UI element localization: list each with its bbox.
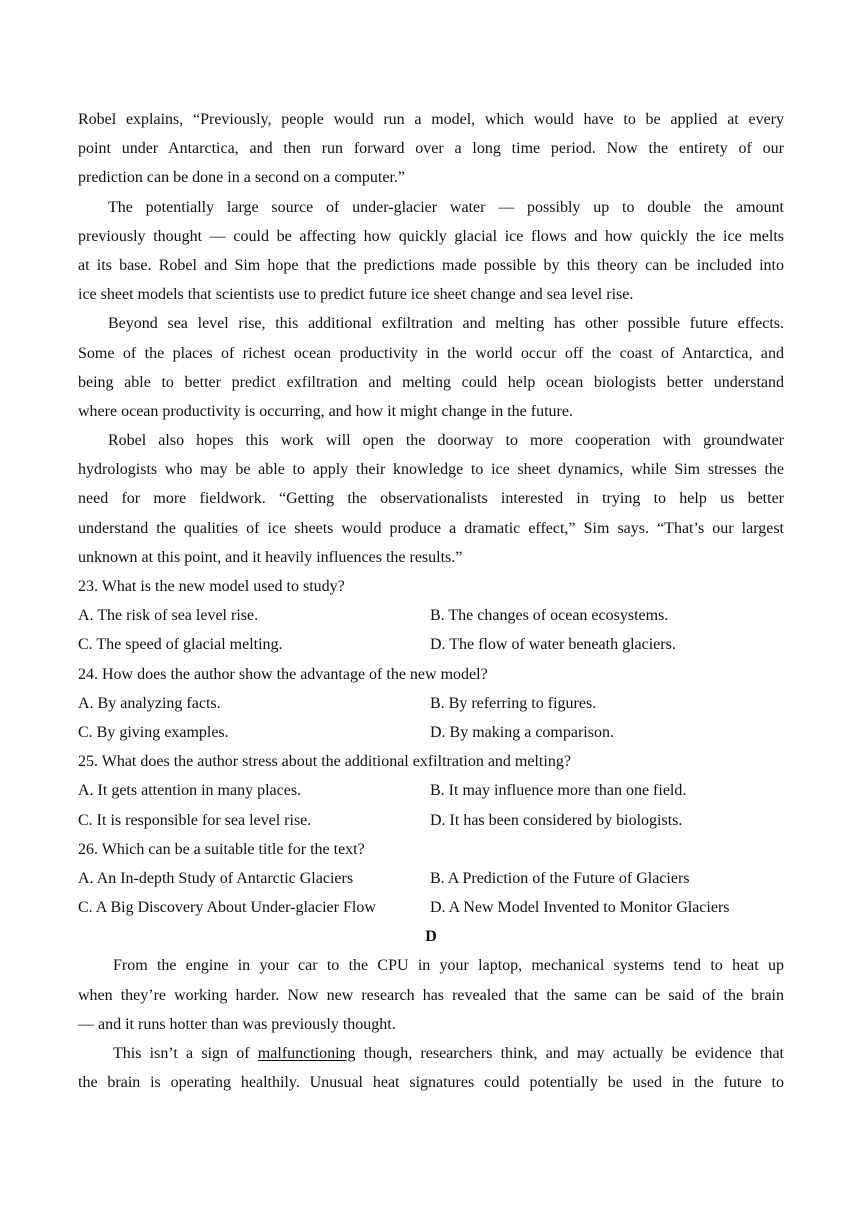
paragraph-line: The potentially large source of under-glacier water — possibly up to double the amount xyxy=(108,198,784,216)
paragraph-line: hydrologists who may be able to apply their knowledge to ice sheet dynamics, while Sim stresses the xyxy=(78,461,784,479)
text-segment: This isn’t a sign of xyxy=(113,1045,258,1062)
paragraph-line xyxy=(78,1039,784,1068)
option-row xyxy=(78,718,784,747)
paragraph-line: previously thought — could be affecting how quickly glacial ice flows and how quickly the ice melts xyxy=(78,227,784,245)
option-c: C. The speed of glacial melting. xyxy=(78,636,283,654)
question-25 xyxy=(78,747,784,835)
option-row xyxy=(78,864,784,893)
paragraph-line: Some of the places of richest ocean productivity in the world occur off the coast of Antarctica, and xyxy=(78,344,784,362)
paragraph-line: Robel also hopes this work will open the doorway to more cooperation with groundwater xyxy=(108,432,784,450)
option-b: B. The changes of ocean ecosystems. xyxy=(430,607,669,625)
option-a: A. It gets attention in many places. xyxy=(78,782,302,800)
paragraph-line: From the engine in your car to the CPU in your laptop, mechanical systems tend to heat up xyxy=(113,957,784,975)
option-row xyxy=(78,893,784,922)
option-a: A. The risk of sea level rise. xyxy=(78,607,259,625)
option-c: C. By giving examples. xyxy=(78,723,229,741)
paragraph-line: at its base. Robel and Sim hope that the predictions made possible by this theory can be included into xyxy=(78,256,784,274)
text-segment: though, researchers think, and may actually be evidence that xyxy=(355,1045,785,1062)
paragraph-line: unknown at this point, and it heavily influences the results.” xyxy=(78,548,463,566)
paragraph-line: Beyond sea level rise, this additional exfiltration and melting has other possible future effects. xyxy=(108,315,784,333)
paragraph-line: Robel explains, “Previously, people would run a model, which would have to be applied at every xyxy=(78,111,784,128)
option-row xyxy=(78,601,784,630)
paragraph-line: the brain is operating healthily. Unusual heat signatures could potentially be used in the future to xyxy=(78,1074,784,1092)
option-c: C. A Big Discovery About Under-glacier Flow xyxy=(78,899,376,917)
question-26 xyxy=(78,835,784,923)
option-d: D. A New Model Invented to Monitor Glaciers xyxy=(430,899,730,917)
option-a: A. By analyzing facts. xyxy=(78,694,221,712)
option-c: C. It is responsible for sea level rise. xyxy=(78,811,312,829)
paragraph-line: understand the qualities of ice sheets would produce a dramatic effect,” Sim says. “That’s our largest xyxy=(78,519,784,537)
passage-c-continuation xyxy=(78,105,784,572)
underlined-word: malfunctioning xyxy=(257,1045,356,1062)
paragraph-line: ice sheet models that scientists use to predict future ice sheet change and sea level rise. xyxy=(78,286,634,304)
option-d: D. The flow of water beneath glaciers. xyxy=(430,636,676,654)
option-b: B. A Prediction of the Future of Glaciers xyxy=(430,869,690,887)
option-b: B. It may influence more than one field. xyxy=(430,782,687,800)
paragraph-line: where ocean productivity is occurring, and how it might change in the future. xyxy=(78,402,573,420)
paragraph-line: need for more fieldwork. “Getting the observationalists interested in trying to help us better xyxy=(78,490,784,508)
question-stem: 24. How does the author show the advantage of the new model? xyxy=(78,665,488,683)
option-row xyxy=(78,630,784,659)
passage-d xyxy=(78,951,784,1097)
section-heading: D xyxy=(425,928,437,946)
question-stem: 25. What does the author stress about the additional exfiltration and melting? xyxy=(78,753,571,771)
option-row xyxy=(78,776,784,805)
paragraph-line: point under Antarctica, and then run forward over a long time period. Now the entirety of our xyxy=(78,140,784,158)
question-stem: 26. Which can be a suitable title for the text? xyxy=(78,840,365,858)
page-content xyxy=(78,105,784,1097)
option-d: D. By making a comparison. xyxy=(430,723,614,741)
paragraph-line: being able to better predict exfiltration and melting could help ocean biologists better understand xyxy=(78,373,784,391)
paragraph-line: prediction can be done in a second on a computer.” xyxy=(78,169,405,187)
option-a: A. An In-depth Study of Antarctic Glaciers xyxy=(78,869,354,887)
question-24 xyxy=(78,660,784,748)
question-23 xyxy=(78,572,784,660)
option-row xyxy=(78,806,784,835)
option-d: D. It has been considered by biologists. xyxy=(430,811,683,829)
paragraph-line: — and it runs hotter than was previously thought. xyxy=(78,1015,396,1033)
option-row xyxy=(78,689,784,718)
question-stem: 23. What is the new model used to study? xyxy=(78,578,345,595)
paragraph-line: when they’re working harder. Now new research has revealed that the same can be said of the brain xyxy=(78,986,784,1004)
option-b: B. By referring to figures. xyxy=(430,694,597,712)
